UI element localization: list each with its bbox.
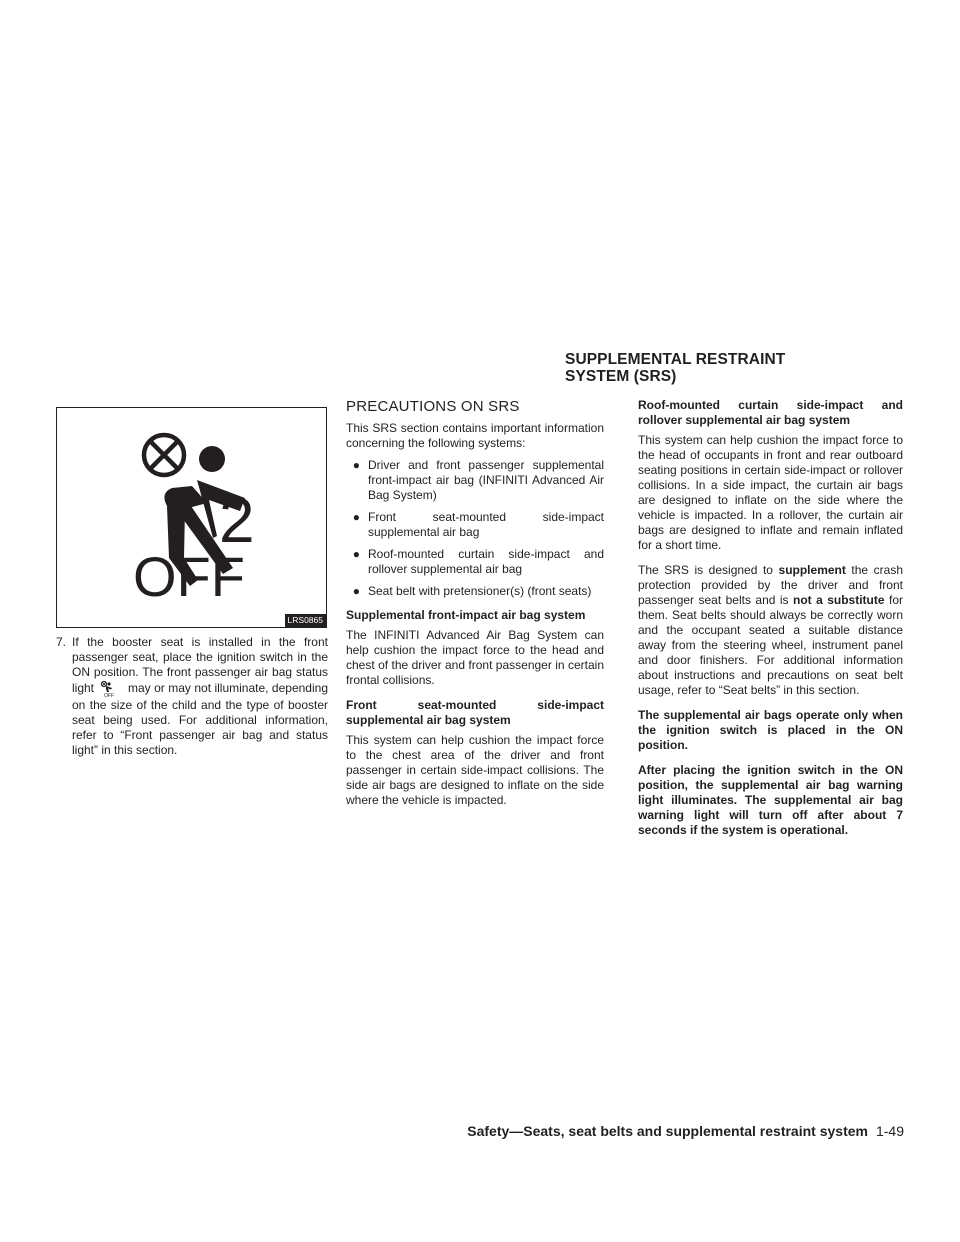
- curtain-body: This system can help cushion the impact force to the head of occupants in front and rear outboard seating positions in certain side-impact or rollover collisions. In a side impact, the curtain air bags are designed to inflate on the side where the vehicle is impacted. In a rollover, the curtain air bags are designed to inflate and remain inflated for a short time.: [638, 433, 903, 552]
- list-item: ● Seat belt with pretensioner(s) (front seats): [352, 584, 592, 598]
- srs-design-paragraph: The SRS is designed to supplement the crash protection provided by the driver and front passenger seat belts and is not a substitute for them. Seat belts should always be correctly worn and the occupant seated a suitable distance away from the steering wheel, instrument panel and door finishers. For additional information about instructions and precautions on seat belt usage, refer to “Seat belts” in this section.: [638, 563, 903, 697]
- passenger-airbag-status-icon: [100, 680, 116, 698]
- front-impact-body: The INFINITI Advanced Air Bag System can help cushion the impact force to the head and chest of the driver and front passenger in certain frontal collisions.: [346, 628, 604, 687]
- list-item: ● Front seat-mounted side-impact supplemental air bag: [352, 510, 604, 539]
- step-number: 7.: [56, 635, 67, 649]
- column-middle: [346, 398, 604, 818]
- column-left: [56, 635, 328, 758]
- step-text-part2: may or may not illuminate, depending on the size of the child and the type of booster seat being used. For additional information, refer to “Front passenger air bag and status light” in this section.: [72, 681, 328, 757]
- footer-title: Safety—Seats, seat belts and supplemental restraint system: [467, 1123, 868, 1139]
- figure-seat-number: 2: [219, 484, 255, 556]
- svg-text:OFF: OFF: [104, 693, 115, 698]
- figure-off-label: OFF: [133, 545, 245, 608]
- list-item: ● Roof-mounted curtain side-impact and rollover supplemental air bag: [352, 547, 604, 576]
- section-header-line2: SYSTEM (SRS): [565, 368, 677, 385]
- note-warning-light: After placing the ignition switch in the ON position, the supplemental air bag warning light illuminates. The supplemental air bag warning light will turn off after about 7 seconds if the system is operational.: [638, 763, 903, 837]
- page-number: 1-49: [875, 1123, 904, 1139]
- section-header-line1: SUPPLEMENTAL RESTRAINT: [565, 351, 786, 368]
- figure-code: LRS0865: [285, 614, 326, 627]
- note-ignition-on: The supplemental air bags operate only when the ignition switch is placed in the ON position.: [638, 708, 903, 752]
- step-7: [56, 635, 328, 758]
- passenger-airbag-off-icon: [57, 408, 326, 627]
- column-right: [638, 398, 903, 848]
- list-item: ● Driver and front passenger supplemental front-impact air bag (INFINITI Advanced Air Bag System): [352, 458, 604, 502]
- section-header: [565, 351, 785, 385]
- precautions-intro: This SRS section contains important information concerning the following systems:: [346, 421, 604, 450]
- airbag-off-figure: [56, 407, 327, 628]
- curtain-heading: Roof-mounted curtain side-impact and rollover supplemental air bag system: [638, 398, 903, 427]
- front-impact-heading: Supplemental front-impact air bag system: [346, 608, 586, 622]
- side-impact-body: This system can help cushion the impact force to the chest area of the driver and front passenger in certain side-impact collisions. The side air bags are designed to inflate on the side where the vehicle is impacted.: [346, 733, 604, 807]
- step-text-part1: If the booster seat is installed in the front passenger seat, place the ignition switch in the ON position. The front passenger air bag status light: [72, 635, 328, 695]
- step-text: [72, 635, 328, 758]
- side-impact-heading: Front seat-mounted side-impact supplemental air bag system: [346, 698, 604, 727]
- precautions-heading: PRECAUTIONS ON SRS: [346, 398, 520, 415]
- page-footer: [467, 1123, 904, 1139]
